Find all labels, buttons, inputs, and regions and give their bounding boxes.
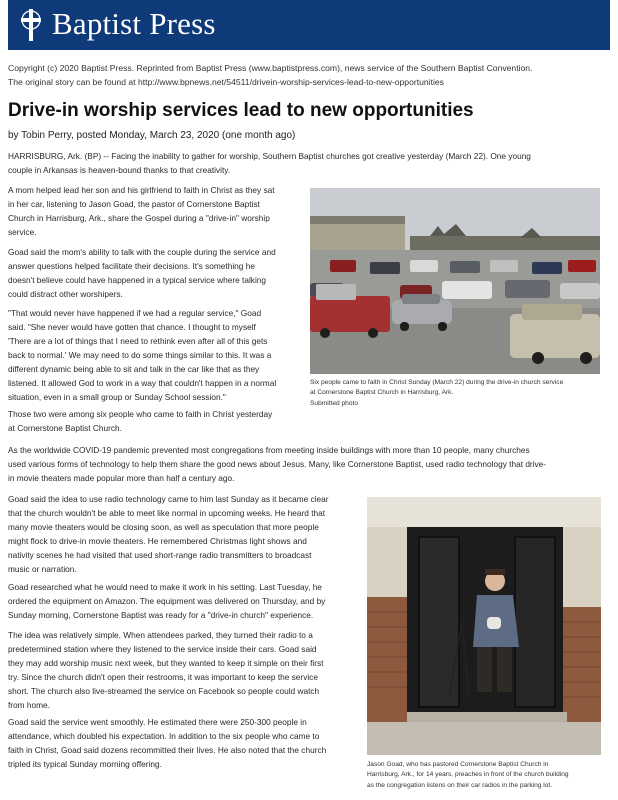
pastor-photo-caption: Jason Goad, who has pastored Cornerstone Baptist Church in Harrisburg, Ark., for 14 years, preaches in front of the church building as the congregation listens on their car radios in the parking lot.	[367, 761, 569, 789]
article-paragraph: HARRISBURG, Ark. (BP) -- Facing the inability to gather for worship, Southern Baptist churches got creative yesterday (March 22). One young couple in Arkansas is heaven-bound thanks to that creativity.	[8, 151, 531, 175]
cross-logo-icon	[18, 7, 44, 43]
photo-credit: Submitted photo	[310, 399, 359, 407]
masthead-banner	[8, 0, 610, 50]
copyright-notice	[8, 61, 608, 89]
article-paragraph: "That would never have happened if we had a regular service," Goad said. "She never would have gotten that chance. I thought to myself 'There are a lot of things that I need to rethink even after all of this gets back to normal.' We may need to do some things similar to this. It was a different dynamic being able to sit and talk in the car like that as they listened. It allowed God to work in a way that couldn't happen in a normal situation, even in a small group or Sunday School session."	[8, 308, 277, 402]
article-byline: by Tobin Perry, posted Monday, March 23, 2020 (one month ago)	[8, 130, 296, 141]
article-paragraph: Goad said the service went smoothly. He estimated there were 250-300 people in attendance, which doubled his expectation. In addition to the six people who came to faith in Christ, Goad said dozens recommitted their lives. He also noted that the church tripled its typical Sunday morning offering.	[8, 717, 327, 769]
masthead-title: Baptist Press	[52, 6, 216, 41]
article-paragraph: A mom helped lead her son and his girlfriend to faith in Christ as they sat in her car, listening to Jason Goad, the pastor of Cornerstone Baptist Church in Harrisburg, Ark., share the Gospel during a "drive-in" worship service.	[8, 185, 275, 237]
copyright-line: Copyright (c) 2020 Baptist Press. Reprinted from Baptist Press (www.baptistpress.com), news service of the Southern Baptist Convention.	[8, 63, 533, 73]
parking-lot-photo-caption: Six people came to faith in Christ Sunday (March 22) during the drive-in church service at Cornerstone Baptist Church in Harrisburg, Ark. Submitted photo	[310, 378, 563, 409]
article-paragraph: Goad said the idea to use radio technology came to him last Sunday as it became clear that the church wouldn't be able to meet like normal in upcoming weeks. He heard that many movie theaters would be closing soon, as well as speculation that more people might flock to drive-in movie theaters. He remembered Christmas light shows and nativity scenes he had visited that used short-range radio transmitters to broadcast music or narration.	[8, 494, 329, 574]
article-paragraph: Goad said the mom's ability to talk with the couple during the service and answer questions helped facilitate their decisions. It's something he doesn't believe could have happened in a typical service where talking could distract other worshipers.	[8, 247, 276, 299]
article-paragraph: As the worldwide COVID-19 pandemic prevented most congregations from meeting inside buildings with more than 10 people, many churches used various forms of technology to help them share the good news about Jesus. Many, like Cornerstone Baptist, used radio technology that drive- in movie theaters made popular more than half a century ago.	[8, 445, 547, 483]
pastor-photo	[367, 497, 601, 755]
article-headline: Drive-in worship services lead to new opportunities	[8, 100, 474, 121]
article-paragraph: The idea was relatively simple. When attendees parked, they turned their radio to a predetermined station where they listened to the service inside their cars. Goad said they may add worship music next week, but they wanted to keep it simple on their first try. Since the church didn't open their restrooms, it was important to keep the service short. The church also live-streamed the service on Facebook so people could watch from home.	[8, 630, 324, 710]
source-url-line: The original story can be found at http://www.bpnews.net/54511/drivein-worship-services-lead-to-new-opportunities	[8, 77, 444, 87]
article-paragraph: Goad researched what he would need to make it work in his setting. Last Tuesday, he ordered the equipment on Amazon. The equipment was delivered on Thursday, and by Sunday morning, Cornerstone Baptist was ready for a "drive-in church" experience.	[8, 582, 326, 620]
article-paragraph: Those two were among six people who came to faith in Christ yesterday at Cornerstone Baptist Church.	[8, 409, 273, 433]
parking-lot-photo	[310, 188, 600, 374]
